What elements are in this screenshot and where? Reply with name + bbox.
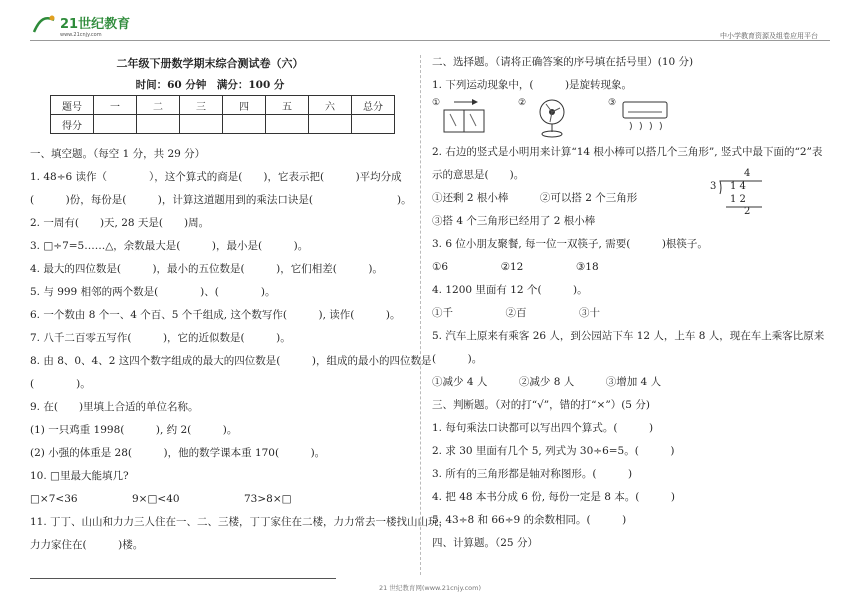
question-line: ( )。	[30, 378, 91, 390]
score-cell[interactable]	[180, 115, 223, 134]
question-line: 4. 1200 里面有 12 个( )。	[432, 284, 588, 296]
score-cell[interactable]	[94, 115, 137, 134]
score-cell[interactable]	[223, 115, 266, 134]
option-marker: ②	[518, 98, 527, 108]
logo-icon	[30, 12, 140, 38]
score-header-cell: 五	[266, 96, 309, 115]
score-header-cell: 三	[180, 96, 223, 115]
section-2-heading: 二、选择题。（请将正确答案的序号填在括号里）(10 分)	[432, 56, 694, 68]
score-table	[50, 95, 395, 134]
score-header-cell: 总分	[352, 96, 395, 115]
score-cell[interactable]	[137, 115, 180, 134]
score-table-row	[51, 115, 395, 134]
score-cell[interactable]	[309, 115, 352, 134]
question-line: 7. 八千二百零五写作( )，它的近似数是( )。	[30, 332, 291, 344]
sliding-window-icon	[442, 98, 488, 136]
score-header-cell: 四	[223, 96, 266, 115]
option-marker: ③	[608, 98, 617, 108]
division-product: 1 2	[730, 194, 746, 205]
paper-title: 二年级下册数学期末综合测试卷（六）	[116, 57, 304, 70]
q10-item: 9×□<40	[132, 493, 180, 505]
division-remainder: 2	[744, 206, 751, 217]
question-line: 1. 下列运动现象中，( )是旋转现象。	[432, 79, 633, 91]
question-line: 示的意思是( )。	[432, 169, 525, 181]
question-line: (2) 小强的体重是 28( )，他的数学课本重 170( )。	[30, 447, 326, 459]
footer-rule	[30, 578, 336, 579]
question-line: ( )份，每份是( )，计算这道题用到的乘法口诀是( )。	[30, 194, 412, 206]
question-line: 3. 所有的三角形都是轴对称图形。( )	[432, 468, 633, 480]
question-line: 5. 与 999 相邻的两个数是( )、( )。	[30, 286, 276, 298]
score-row-label: 得分	[51, 115, 94, 134]
question-line: ( )。	[432, 353, 483, 365]
long-division	[706, 168, 766, 218]
score-cell[interactable]	[352, 115, 395, 134]
question-line: 1. 48÷6 读作（ ），这个算式的商是( )，它表示把( )平均分成	[30, 171, 402, 183]
section-1-heading: 一、填空题。（每空 1 分，共 29 分）	[30, 148, 206, 160]
logo	[30, 12, 140, 38]
question-line: 2. 一周有( )天, 28 天是( )周。	[30, 217, 210, 229]
division-dividend: 1 4	[730, 181, 746, 192]
score-header-cell: 六	[309, 96, 352, 115]
score-header-cell: 一	[94, 96, 137, 115]
q10-item: 73>8×□	[244, 493, 292, 505]
question-line: 5. 43÷8 和 66÷9 的余数相同。( )	[432, 514, 627, 526]
option-line: ①6 ②12 ③18	[432, 261, 599, 273]
question-line: 11. 丁丁、山山和力力三人住在一、二、三楼，丁丁家住在二楼，力力常去一楼找山山玩，	[30, 516, 450, 528]
division-quotient: 4	[744, 168, 751, 179]
paper-subtitle: 时间：60 分钟 满分：100 分	[135, 79, 285, 91]
score-header-cell: 题号	[51, 96, 94, 115]
section-4-heading: 四、计算题。（25 分）	[432, 537, 538, 549]
platform-name: 中小学教育资源及组卷应用平台	[720, 32, 818, 40]
question-line: 9. 在( )里填上合适的单位名称。	[30, 401, 199, 413]
column-divider	[420, 55, 421, 575]
question-line: 8. 由 8、0、4、2 这四个数字组成的最大的四位数是( )，组成的最小的四位数是	[30, 355, 432, 367]
question-line: 1. 每句乘法口诀都可以写出四个算式。( )	[432, 422, 654, 434]
question-line: 3. 6 位小朋友聚餐, 每一位一双筷子, 需要( )根筷子。	[432, 238, 708, 250]
q10-item: □×7<36	[30, 493, 78, 505]
question-line: (1) 一只鸡重 1998( ), 约 2( )。	[30, 424, 238, 436]
logo-url: www.21cnjy.com	[60, 32, 102, 38]
question-line: 4. 把 48 本书分成 6 份, 每份一定是 8 本。( )	[432, 491, 675, 503]
air-conditioner-icon	[620, 98, 670, 134]
logo-text: 21世纪教育	[60, 17, 131, 32]
section-3-heading: 三、判断题。（对的打“√”，错的打“×”）(5 分)	[432, 399, 650, 411]
score-header-cell: 二	[137, 96, 180, 115]
division-bracket	[706, 168, 766, 220]
page-footer: 21 世纪教育网(www.21cnjy.com)	[379, 584, 481, 592]
question-line: 2. 右边的竖式是小明用来计算“14 根小棒可以搭几个三角形”, 竖式中最下面的“2”表	[432, 146, 823, 158]
option-line: ①千 ②百 ③十	[432, 307, 600, 319]
header-rule	[30, 40, 830, 41]
question-line: 5. 汽车上原来有乘客 26 人，到公园站下车 12 人，上车 8 人，现在车上乘客比原来	[432, 330, 825, 342]
option-line: ③搭 4 个三角形已经用了 2 根小棒	[432, 215, 596, 227]
option-line: ①减少 4 人 ②减少 8 人 ③增加 4 人	[432, 376, 662, 388]
question-line: 10. □里最大能填几?	[30, 470, 129, 482]
question-line: 力力家住在( )楼。	[30, 539, 144, 551]
question-line: 4. 最大的四位数是( )，最小的五位数是( )，它们相差( )。	[30, 263, 383, 275]
division-divisor: 3	[710, 181, 717, 192]
question-line: 3. □÷7=5……△，余数最大是( )，最小是( )。	[30, 240, 309, 252]
option-marker: ①	[432, 98, 441, 108]
question-line: 6. 一个数由 8 个一、4 个百、5 个千组成, 这个数写作( ), 读作( )。	[30, 309, 401, 321]
option-line: ①还剩 2 根小棒 ②可以搭 2 个三角形	[432, 192, 638, 204]
electric-fan-icon	[530, 98, 574, 138]
score-cell[interactable]	[266, 115, 309, 134]
question-line: 2. 求 30 里面有几个 5, 列式为 30÷6=5。( )	[432, 445, 675, 457]
score-table-header-row	[51, 96, 395, 115]
